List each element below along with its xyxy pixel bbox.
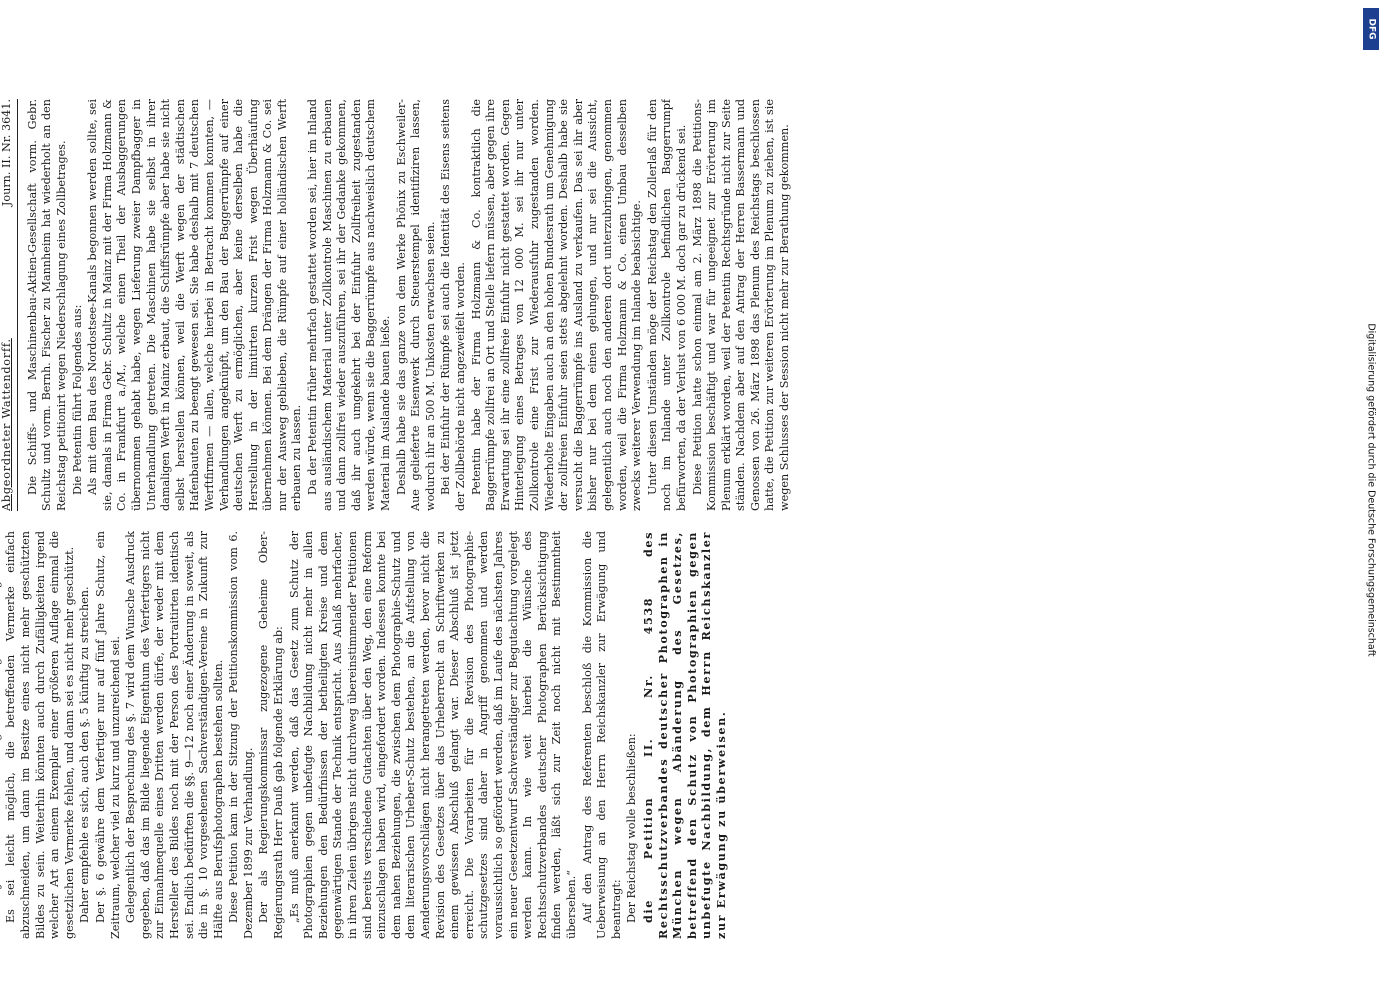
digitization-note <box>1363 230 1379 750</box>
left-column <box>0 531 1097 939</box>
right-paragraph: Diese Petition hatte schon einmal am 2. März 1898 die Petitions-Kommission beschäftigt und war für ungeeignet zur Erörterung im Plenum erklärt worden, weil der Petentin Rechtsgründe nicht zur Seite ständen. Nachdem aber auf den Antrag der Herren Bassermann und Genossen von 26. März 1898 das Plenum des Reichstags beschlossen hatte, die Petition zur weiteren Erörterung im Plenum zu ziehen, ist sie wegen Schlusses der Session nicht mehr zur Berathung gekommen. <box>690 99 792 511</box>
right-paragraph: Unter diesen Umständen möge der Reichstag den Zollerlaß für den noch im Inlande unter Zollkontrole befindlichen Baggerrumpf befürworten, da der Verlust von 6 000 M. doch gar zu drückend sei. <box>645 99 688 511</box>
journal-number: Journ. II. Nr. 3641. <box>0 99 14 207</box>
right-paragraph: Die Schiffs- und Maschinenbau-Aktien-Gesellschaft vorm. Gebr. Schultz und vorm. Bernh. Fischer zu Mannheim hat wiederholt an den Reichstag petitionirt wegen Niederschlagung eines Zollbetrages. <box>25 99 68 511</box>
right-paragraph: Petentin habe der Firma Holzmann & Co. kontraktlich die Baggerrümpfe zollfrei an Ort und Stelle liefern müssen, aber gegen ihre Erwartung sei ihr eine zollfreie Einfuhr nicht gestattet worden. Gegen Hinterlegung eines Betrages von 12 000 M. sei ihr nur unter Zollkontrole eine Frist zur Wiederausfuhr zugestanden worden. Wiederholte Eingaben auch an den hohen Bundesrath um Genehmigung der zollfreien Einfuhr seien stets abgelehnt worden. Deshalb habe sie versucht die Baggerrümpfe ins Ausland zu verkaufen. Das sei ihr aber bisher nur bei dem einen gelungen, und nur sei die Aussicht, gelegentlich auch noch den anderen dort unterzubringen, genommen worden, weil die Firma Holzmann & Co. einen Umbau desselben zwecks weiterer Verwendung im Inlande beabsichtige. <box>469 99 644 511</box>
dfg-logo-text: DFG <box>1366 18 1377 40</box>
left-paragraph: Daher empfehle es sich, auch den §. 5 künftig zu streichen. <box>78 586 92 923</box>
dfg-logo <box>1363 8 1379 50</box>
right-paragraph: Als mit dem Bau des Nordostsee-Kanals begonnen werden sollte, sei sie, damals in Firma Gebr. Schultz in Mainz mit der Firma Holzmann & Co. in Frankfurt a./M., welche einen Theil der Ausbaggerungen übernommen gehabt habe, wegen Lieferung zweier Dampfbagger in Unterhandlung getreten. Die Maschinen habe sie selbst in ihrer damaligen Werft in Mainz erbaut, die Schiffsrümpfe aber habe sie nicht selbst herstellen können, weil die Werft wegen der städtischen Hafenbauten zu beengt gewesen sei. Sie habe deshalb mit 7 deutschen Werftfirmen — allen, welche hierbei in Betracht kommen konnten, — Verhandlungen angeknüpft, um den Bau der Baggerrümpfe auf einer deutschen Werft zu ermöglichen, aber keine derselben habe die Herstellung in der limitirten kurzen Frist wegen Überhäufung übernehmen können. Bei dem Drängen der Firma Holzmann & Co. sei nur der Ausweg geblieben, die Rümpfe auf einer holländischen Werft erbauen zu lassen. <box>86 99 304 511</box>
rotated-document-page <box>0 79 1123 959</box>
right-paragraph: Deshalb habe sie das ganze von dem Werke Phönix zu Eschweiler-Aue gelieferte Eisenwerk durch Steuerstempel identifiziren lassen, wodurch ihr an 500 M. Unkosten erwachsen seien. <box>394 99 437 511</box>
left-paragraph: Auf den Antrag des Referenten beschloß die Kommission die Ueberweisung an den Herrn Reichskanzler zur Erwägung und beantragt: <box>580 531 623 939</box>
left-paragraph: Der als Regierungskommissar zugezogene Geheime Ober-Regierungsrath Herr Dauß gab folgende Erklärung ab: <box>257 531 286 939</box>
right-paragraph: Da der Petentin früher mehrfach gestattet worden sei, hier im Inland aus ausländischem Material unter Zollkontrole Maschinen zu erbauen und dann zollfrei wieder auszuführen, sei ihr der Gedanke gekommen, daß ihr auch umgekehrt bei der Einfuhr Zollfreiheit zugestanden werden würde, wenn sie die Baggerrümpfe aus nachweislich deutschem Material im Auslande bauen ließe. <box>306 99 393 511</box>
left-paragraph: Der Reichstag wolle beschließen: <box>625 733 639 923</box>
digitization-note-text: Digitalisierung gefördert durch die Deutsche Forschungsgemeinschaft <box>1365 323 1377 657</box>
left-paragraph: Es sei leicht möglich, die betreffenden Vermerke einfach abzuschneiden, um dann im Besitze eines nicht mehr geschützten Bildes zu sein. Weiterhin könnten auch durch Zufälligkeiten irgend welcher Art an einem Exemplar einer größeren Auflage einmal die gesetzlichen Vermerke fehlen, und dann sei es nicht mehr geschützt. <box>4 531 76 939</box>
left-paragraph <box>0 531 3 939</box>
left-paragraph: Der §. 6 gewähre dem Verfertiger nur auf fünf Jahre Schutz, ein Zeitraum, welcher viel zu kurz und unzureichend sei. <box>93 531 122 939</box>
right-column <box>0 99 1097 511</box>
right-paragraph: Die Petentin führt Folgendes aus: <box>70 304 84 495</box>
reporter-line <box>0 99 18 511</box>
reporter-name: Abgeordneter Wattendorff. <box>0 338 14 511</box>
left-paragraph: Gelegentlich der Besprechung des §. 7 wird dem Wunsche Ausdruck gegeben, daß das im Bilde liegende Eigenthum des Verfertigers nicht zur Einnahmequelle eines Dritten werden dürfe, der weder mit dem Hersteller des Bildes noch mit der Person des Portraitirten identisch sei. Endlich bedürften die §§. 9—12 noch einer Änderung in soweit, als die in §. 10 vorgesehenen Sachverständigen-Vereine in Zukunft zur Hälfte aus Berufsphotographen bestehen sollten. <box>124 531 225 939</box>
left-paragraph: „Es muß anerkannt werden, daß das Gesetz zum Schutz der Photographien gegen unbefugte Nachbildung nicht mehr in allen Beziehungen den Bedürfnissen der betheiligten Kreise und dem gegenwärtigen Stande der Technik entspricht. Aus Anlaß mehrfacher, in ihren Zielen übrigens nicht durchweg übereinstimmender Petitionen sind bereits verschiedene Gutachten über den Weg, den eine Reform einzuschlagen haben wird, eingefordert worden. Indessen konnte bei dem nahen Beziehungen, die zwischen dem Photographie-Schutz und dem literarischen Urheber-Schutz bestehen, an die Aufstellung von Aenderungsvorschlägen nicht herangetreten werden, bevor nicht die Revision des Gesetzes über das Urheberrecht an Schriftwerken zu einem gewissen Abschluß gelangt war. Dieser Abschluß ist jetzt erreicht. Die Vorarbeiten für die Revision des Photographie-schutzgesetzes sind daher in Angriff genommen und werden voraussichtlich so gefördert werden, daß im Laufe des nächsten Jahres ein neuer Gesetzentwurf Sachverständiger zur Begutachtung vorgelegt werden kann. In wie weit hierbei die Wünsche des Rechtsschutzverbandes deutscher Photographen Berücksichtigung finden werden, läßt sich zur Zeit noch nicht mit Bestimmtheit übersehen.“ <box>287 531 578 939</box>
right-paragraph: Bei der Einfuhr der Rümpfe sei auch die Identität des Eisens seitens der Zollbehörde nicht angezweifelt worden. <box>439 99 467 511</box>
resolution-text: die Petition II. Nr. 4538 des Rechtsschutzverbandes deutscher Photographen in München wegen Abänderung des Gesetzes, betreffend den Schutz von Photographien gegen unbefugte Nachbildung, dem Herrn Reichskanzler zur Erwägung zu überweisen. <box>640 531 728 939</box>
left-paragraph: Diese Petition kam in der Sitzung der Petitionskommission vom 6. Dezember 1899 zur Verhandlung. <box>227 531 255 939</box>
